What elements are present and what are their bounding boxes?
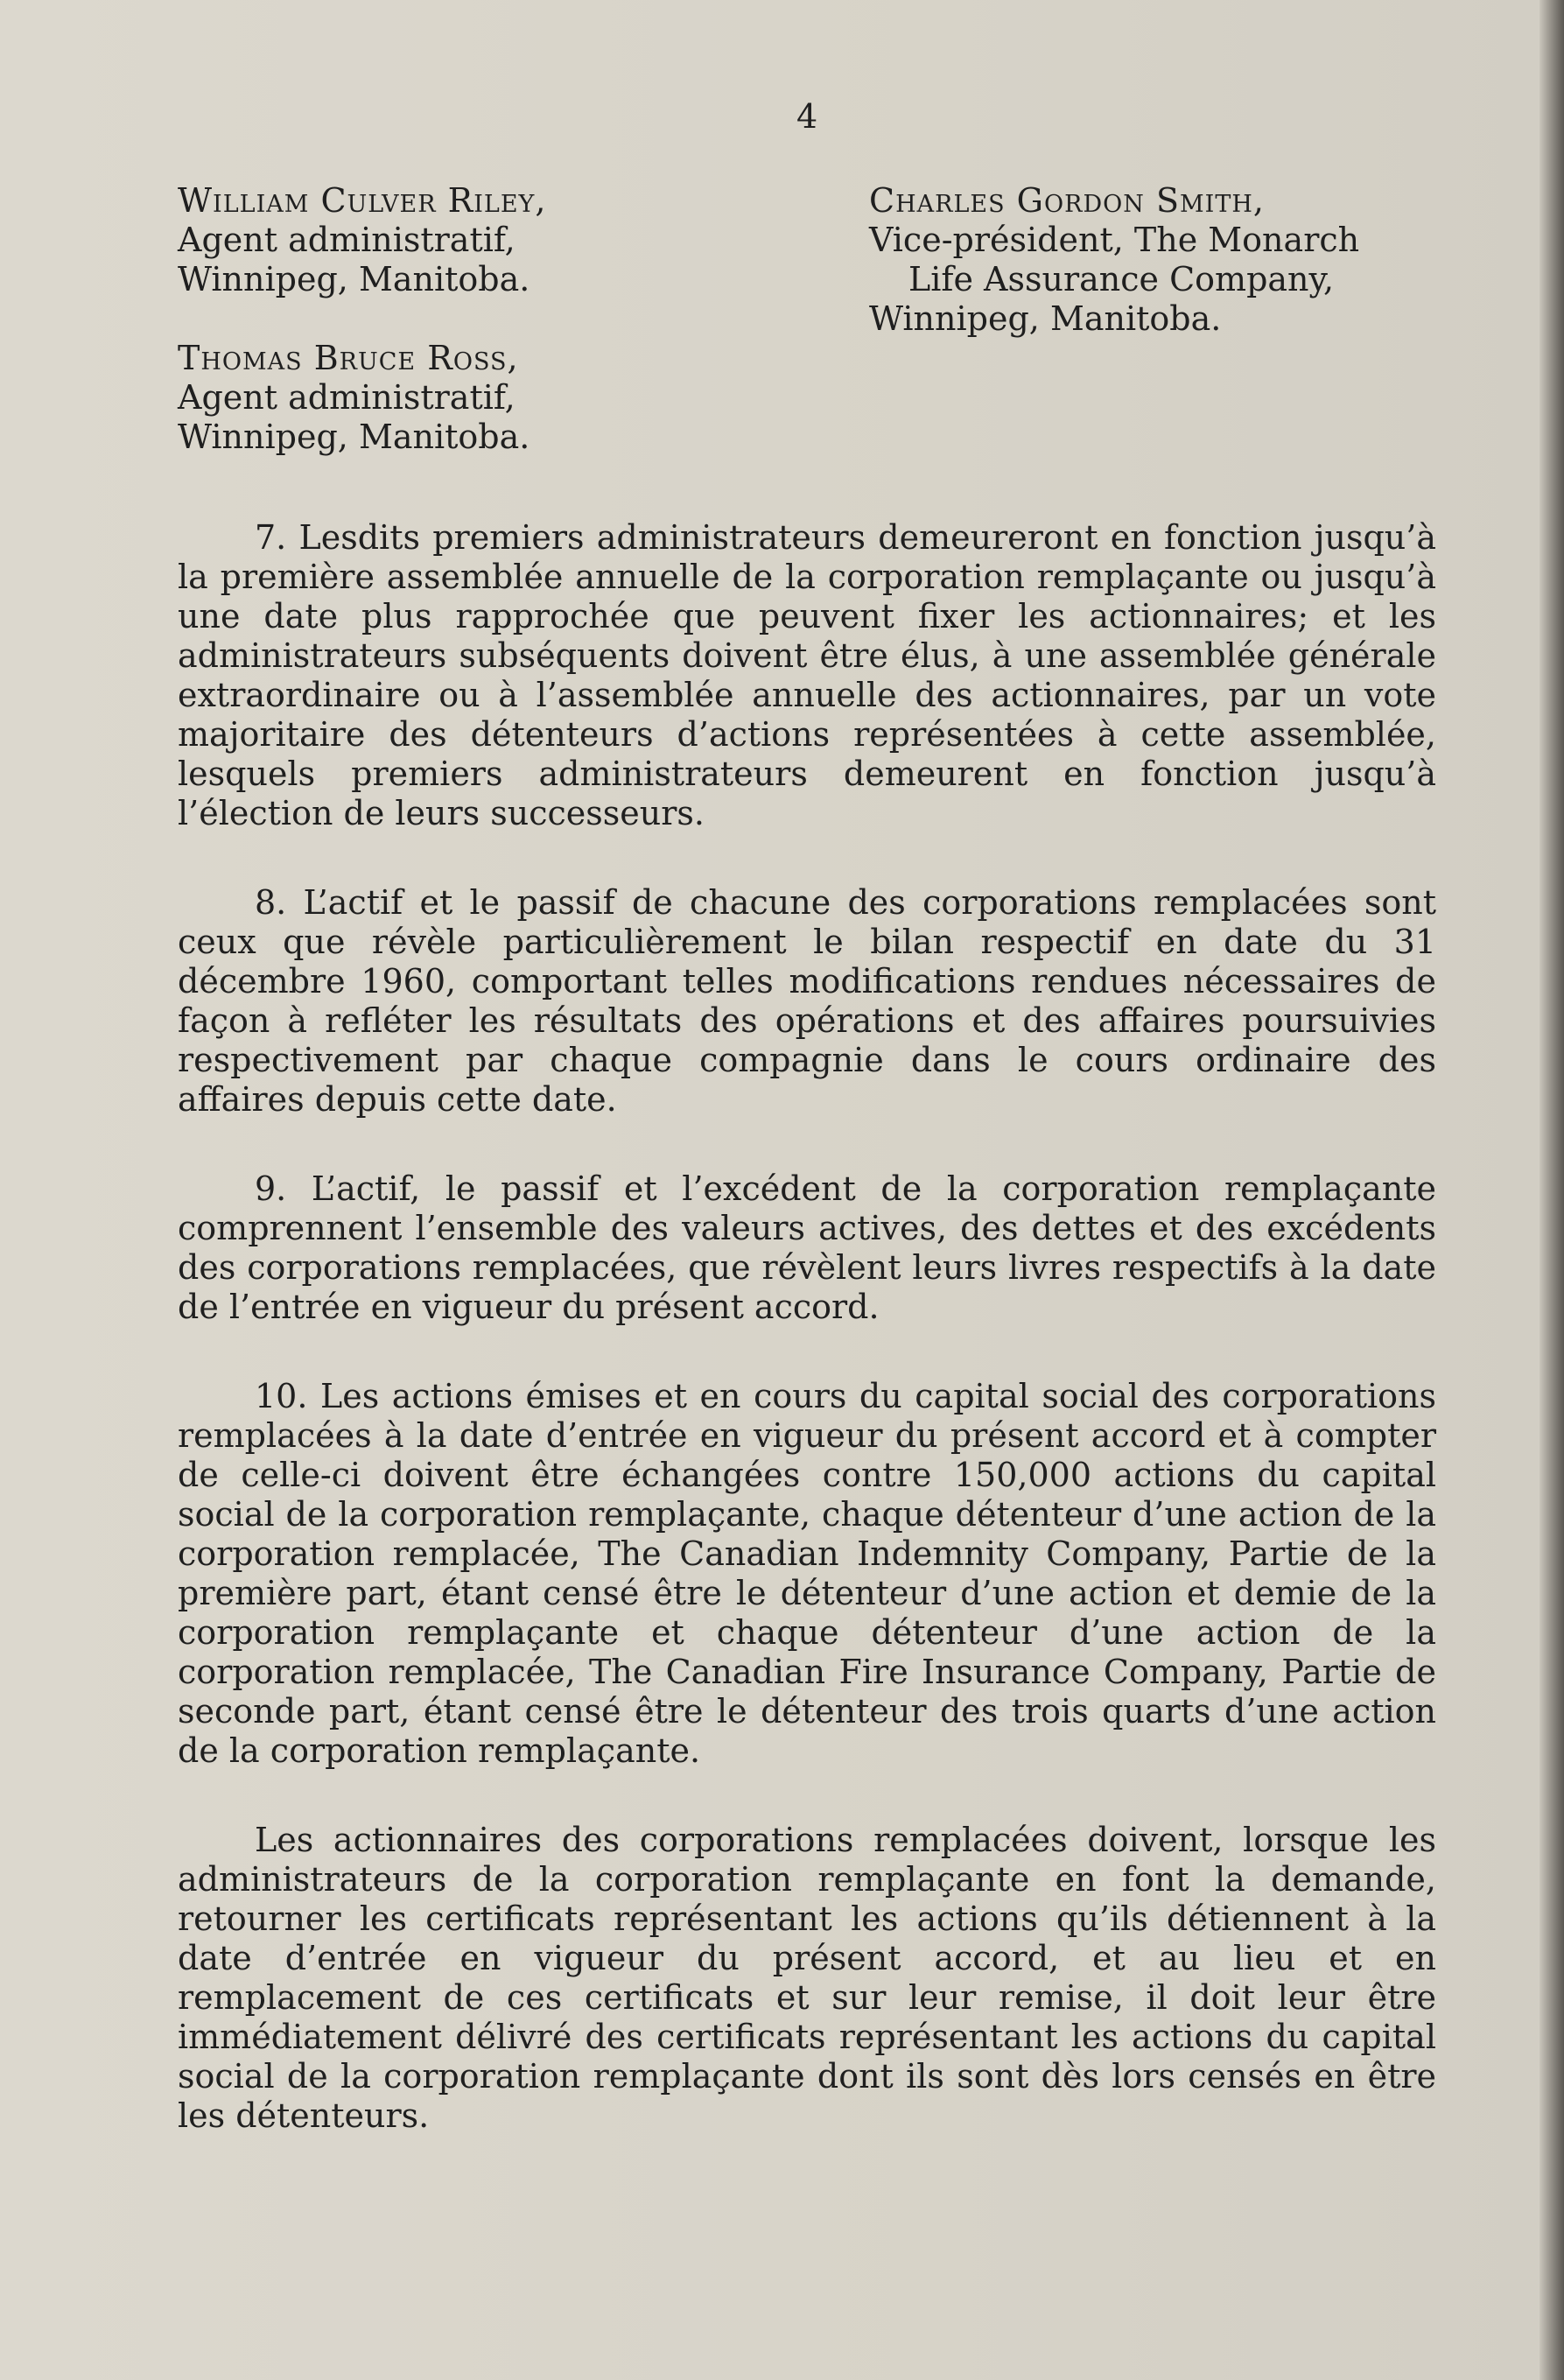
document-body [178, 518, 1436, 2186]
paragraph-7: 7. Lesdits premiers administrateurs demeureront en fonction jusqu’à la première assemblée annuelle de la corporation remplaçante ou jusqu’à une date plus rapprochée que peuvent fixer les actionnaires; et les administrateurs subséquents doivent être élus, à une assemblée générale extraordinaire ou à l’assemblée annuelle des actionnaires, par un vote majoritaire des détenteurs d’actions représentées à cette assemblée, lesquels premiers administrateurs demeurent en fonction jusqu’à l’élection de leurs successeurs. [178, 518, 1436, 832]
page-number: 4 [796, 97, 818, 136]
address-name: William Culver Riley, [178, 181, 547, 220]
address-line: Agent administratif, [178, 221, 515, 259]
address-line: Life Assurance Company, [908, 260, 1335, 298]
paragraph-9: 9. L’actif, le passif et l’excédent de la corporation remplaçante comprennent l’ensemble des valeurs actives, des dettes et des excédents des corporations remplacées, que révèlent leurs livres respectifs à la date de l’entrée en vigueur du présent accord. [178, 1169, 1436, 1326]
address-line: Vice-président, The Monarch [869, 221, 1360, 259]
address-name: Thomas Bruce Ross, [178, 339, 519, 377]
paragraph-shareholders: Les actionnaires des corporations remplacées doivent, lorsque les administrateurs de la corporation remplaçante en font la demande, retourner les certificats représentant les actions qu’ils détiennent à la date d’entrée en vigueur du présent accord, et au lieu et en remplacement de ces certificats et sur leur remise, il doit leur être immédiatement délivré des certificats représentant les actions du capital social de la corporation remplaçante dont ils sont dès lors censés en être les détenteurs. [178, 1821, 1436, 2135]
address-name: Charles Gordon Smith, [869, 181, 1265, 220]
paragraph-10: 10. Les actions émises et en cours du capital social des corporations remplacées à la date d’entrée en vigueur du présent accord et à compter de celle-ci doivent être échangées contre 150,000 actions du capital social de la corporation remplaçante, chaque détenteur d’une action de la corporation remplacée, The Canadian Indemnity Company, Partie de la première part, étant censé être le détenteur d’une action et demie de la corporation remplaçante et chaque détenteur d’une action de la corporation remplacée, The Canadian Fire Insurance Company, Partie de seconde part, étant censé être le détenteur des trois quarts d’une action de la corporation remplaçante. [178, 1377, 1436, 1770]
address-line: Agent administratif, [178, 378, 515, 417]
address-column-left [178, 181, 546, 457]
address-line: Winnipeg, Manitoba. [178, 418, 530, 456]
address-ross [178, 339, 546, 457]
address-riley [178, 181, 546, 299]
paragraph-8: 8. L’actif et le passif de chacune des corporations remplacées sont ceux que révèle particulièrement le bilan respectif en date du 31 décembre 1960, comportant telles modifications rendues nécessaires de façon à refléter les résultats des opérations et des affaires poursuivies respectivement par chaque compagnie dans le cours ordinaire des affaires depuis cette date. [178, 883, 1436, 1119]
address-smith [869, 181, 1429, 339]
address-line: Winnipeg, Manitoba. [869, 299, 1222, 338]
page-edge-shadow [1539, 0, 1564, 2380]
address-line: Winnipeg, Manitoba. [178, 260, 530, 298]
address-column-right [869, 181, 1429, 457]
address-block [178, 181, 1429, 457]
